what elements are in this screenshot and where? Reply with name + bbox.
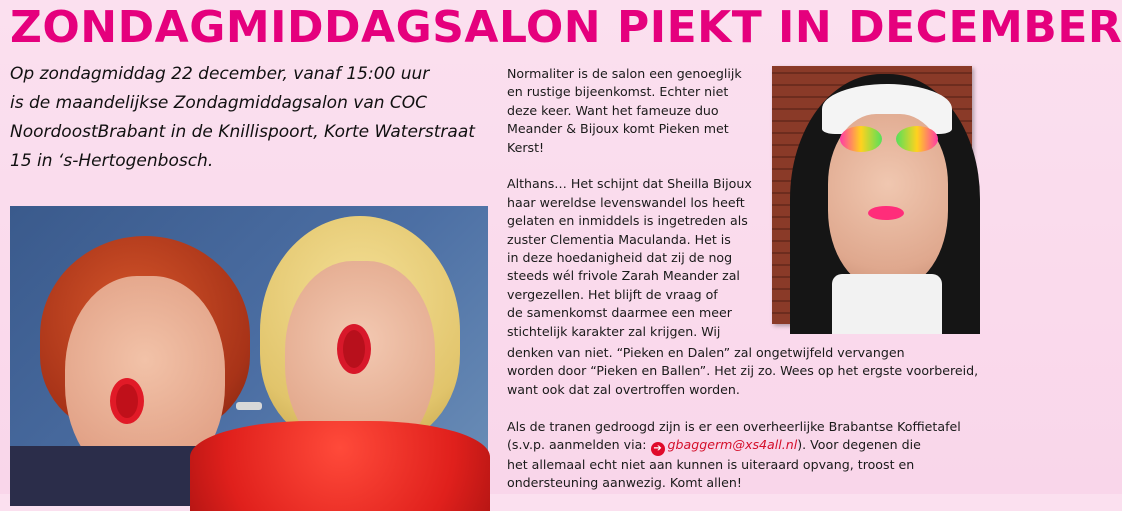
- article-line: Althans… Het schijnt dat Sheilla Bijoux: [507, 176, 752, 192]
- article-line: haar wereldse levenswandel los heeft: [507, 194, 745, 210]
- article-line: zuster Clementia Maculanda. Het is: [507, 231, 731, 247]
- article-text: ). Voor degenen die: [797, 437, 921, 453]
- intro-line: 15 in ‘s-Hertogenbosch.: [10, 151, 214, 171]
- article-line: in deze hoedanigheid dat zij de nog: [507, 250, 733, 266]
- red-feather-boa: [190, 421, 490, 511]
- article-line: stichtelijk karakter zal krijgen. Wij: [507, 323, 721, 339]
- rainbow-eyeshadow-left: [840, 126, 882, 152]
- page-headline: ZONDAGMIDDAGSALON PIEKT IN DECEMBER: [10, 2, 1122, 53]
- article-line-with-email: [507, 436, 997, 456]
- arrow-right-circle-icon: ➔: [651, 442, 665, 456]
- article-line: en rustige bijeenkomst. Echter niet: [507, 84, 729, 100]
- article-line: Kerst!: [507, 139, 545, 155]
- email-link[interactable]: gbaggerm@xs4all.nl: [667, 437, 798, 453]
- right-performer-lips: [337, 324, 371, 374]
- article-column: [507, 65, 767, 341]
- pink-lips: [868, 206, 904, 220]
- rainbow-eyeshadow-right: [896, 126, 938, 152]
- article-line: steeds wél frivole Zarah Meander zal: [507, 268, 740, 284]
- paragraph-gap: [507, 399, 997, 417]
- intro-line: is de maandelijkse Zondagmiddagsalon van COC: [10, 93, 428, 113]
- article-line: de samenkomst daarmee een meer: [507, 305, 732, 321]
- article-line: want ook dat zal overtroffen worden.: [507, 381, 740, 397]
- article-line: Meander & Bijoux komt Pieken met: [507, 121, 729, 137]
- left-performer-lips: [110, 378, 144, 424]
- intro-line: NoordoostBrabant in de Knillispoort, Korte Waterstraat: [10, 122, 475, 142]
- article-bottom: [507, 344, 997, 493]
- article-line: gelaten en inmiddels is ingetreden als: [507, 213, 748, 229]
- paragraph-gap: [507, 157, 767, 175]
- article-line: Normaliter is de salon een genoeglijk: [507, 66, 742, 81]
- article-line: ondersteuning aanwezig. Komt allen!: [507, 475, 742, 491]
- intro-line: Op zondagmiddag 22 december, vanaf 15:00 uur: [10, 64, 430, 84]
- nun-photo: [772, 66, 972, 324]
- white-collar: [832, 274, 942, 334]
- article-line: deze keer. Want het fameuze duo: [507, 102, 719, 118]
- article-text: (s.v.p. aanmelden via:: [507, 437, 651, 453]
- article-line: denken van niet. “Pieken en Dalen” zal ongetwijfeld vervangen: [507, 345, 905, 360]
- article-line: vergezellen. Het blijft de vraag of: [507, 286, 718, 302]
- article-line: worden door “Pieken en Ballen”. Het zij zo. Wees op het ergste voorbereid,: [507, 363, 979, 379]
- door-handle: [236, 402, 262, 410]
- duo-photo: [10, 206, 488, 494]
- article-line: het allemaal echt niet aan kunnen is uiteraard opvang, troost en: [507, 457, 915, 473]
- article-line: Als de tranen gedroogd zijn is er een overheerlijke Brabantse Koffietafel: [507, 418, 961, 434]
- intro-text: [10, 60, 500, 176]
